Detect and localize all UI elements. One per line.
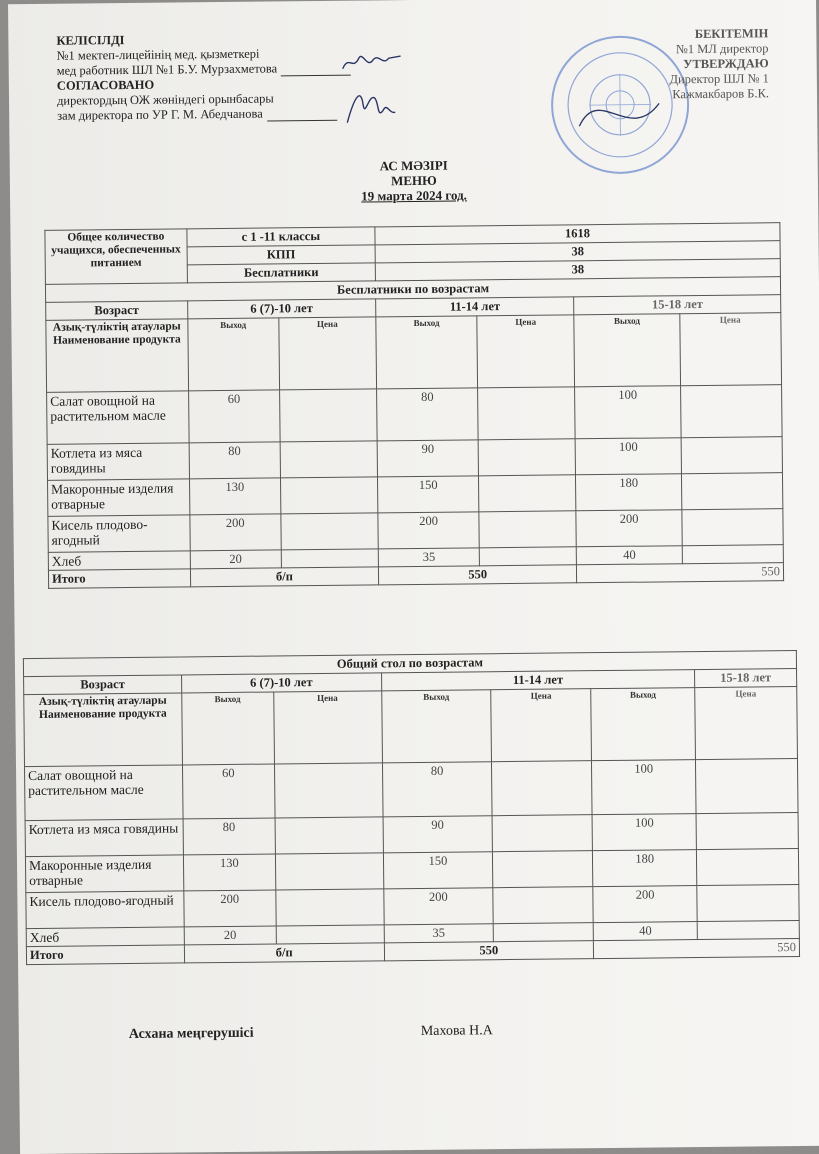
output-value: 80 — [183, 818, 275, 855]
output-value: 180 — [593, 850, 697, 887]
total-label: Итого — [26, 945, 184, 965]
footer-role: Асхана меңгерушісі — [128, 1025, 254, 1043]
approve-label-kz: БЕКІТЕМІН — [694, 26, 769, 42]
signature-med — [338, 46, 408, 77]
output-value: 180 — [576, 474, 682, 511]
output-value: 200 — [184, 890, 276, 927]
total-value: 550 — [384, 941, 594, 961]
price-col-header: Цена — [477, 315, 575, 388]
output-col-header: Выход — [182, 692, 275, 765]
output-value: 150 — [383, 852, 493, 889]
output-value: 60 — [188, 390, 280, 443]
free-meals-table — [44, 222, 784, 589]
output-col-header: Выход — [574, 314, 680, 387]
price-col-header: Цена — [491, 689, 592, 762]
output-col-header: Выход — [381, 690, 492, 763]
output-value: 200 — [190, 514, 281, 551]
free-value: 38 — [375, 259, 780, 281]
age-group-2: 11-14 лет — [376, 297, 575, 317]
product-name: Кисель плодово-ягодный — [48, 515, 190, 552]
age-group-3: 15-18 лет — [695, 669, 797, 688]
section-title: Бесплатники по возрастам — [45, 277, 780, 303]
free-label: Бесплатники — [187, 263, 375, 283]
product-name: Макоронные изделия отварные — [25, 855, 183, 893]
product-name: Котлета из мяса говядины — [47, 443, 189, 480]
output-value: 200 — [383, 888, 493, 925]
menu-title — [10, 154, 818, 207]
product-name: Салат овощной на растительном масле — [25, 765, 183, 821]
product-name: Макоронные изделия отварные — [48, 479, 190, 516]
output-value: 130 — [183, 854, 275, 891]
approval-block-left — [56, 31, 351, 124]
output-col-header: Выход — [188, 318, 280, 391]
med-worker-ru: мед работник ШЛ №1 Б.У. Мурзахметова — [56, 61, 278, 78]
output-value: 100 — [575, 386, 681, 439]
output-value: 35 — [378, 548, 479, 567]
director-ru: Директор ШЛ № 1 — [669, 71, 769, 87]
section-title: Общий стол по возрастам — [23, 651, 796, 677]
output-value: 80 — [382, 762, 492, 817]
output-value: 20 — [190, 550, 281, 569]
age-label: Возраст — [24, 675, 182, 695]
approve-label-ru: УТВЕРЖДАЮ — [683, 56, 769, 72]
age-group-1: 6 (7)-10 лет — [187, 299, 375, 319]
director-name: Кажмакбаров Б.К. — [672, 86, 770, 102]
output-col-header: Выход — [376, 316, 478, 389]
output-value: 40 — [577, 546, 682, 565]
deputy-ru: зам директора по УР Г. М. Абедчанова — [57, 106, 263, 123]
document-page — [8, 0, 819, 1154]
age-group-1: 6 (7)-10 лет — [181, 673, 381, 693]
agreed-label-kz: КЕЛІСІЛДІ — [56, 33, 125, 48]
agreed-label-ru: СОГЛАСОВАНО — [56, 77, 155, 93]
price-col-header: Цена — [695, 687, 798, 760]
table-row — [25, 759, 799, 821]
output-value: 100 — [592, 760, 696, 815]
signature-deputy — [341, 84, 401, 131]
price-col-header: Цена — [279, 317, 377, 390]
total-label: Итого — [48, 569, 190, 588]
menu-date: 19 марта 2024 год. — [361, 187, 467, 204]
price-col-header: Цена — [273, 691, 382, 764]
price-col-header: Цена — [680, 313, 782, 386]
age-group-3: 15-18 лет — [574, 295, 781, 315]
table-row — [47, 385, 783, 445]
total-students-label: Общее количество учащихся, обеспеченных питанием — [45, 229, 187, 284]
med-worker-kz: №1 мектеп-лицейінің мед. қызметкері — [56, 46, 260, 63]
kpp-label: КПП — [187, 245, 375, 265]
output-value: 90 — [383, 816, 493, 853]
product-col-header: Азық-түліктің атаулары Наименование продукта — [24, 693, 183, 767]
output-value: 150 — [378, 476, 480, 513]
output-value: 80 — [189, 442, 280, 479]
output-value: 100 — [592, 814, 696, 851]
footer-name: Махова Н.А — [420, 1023, 493, 1039]
classes-value: 1618 — [375, 223, 780, 245]
output-value: 40 — [593, 922, 697, 941]
menu-title-ru: МЕНЮ — [390, 172, 437, 189]
director-kz: №1 МЛ директор — [675, 41, 769, 57]
age-label: Возраст — [46, 301, 188, 320]
output-value: 80 — [377, 388, 479, 441]
output-value: 200 — [593, 886, 697, 923]
total-value: 550 — [577, 563, 784, 583]
kpp-value: 38 — [375, 241, 780, 263]
output-value: 100 — [576, 438, 682, 475]
output-value: 35 — [384, 924, 494, 943]
product-col-header: Азық-түліктің атаулары Наименование продукта — [46, 319, 188, 392]
table-row — [24, 687, 798, 767]
age-group-2: 11-14 лет — [381, 670, 695, 691]
deputy-kz: директордың ОЖ жөніндегі орынбасары — [56, 91, 274, 108]
total-value: б/п — [184, 943, 384, 963]
classes-label: с 1 -11 классы — [187, 227, 375, 247]
general-table — [23, 650, 800, 965]
output-value: 130 — [189, 478, 280, 515]
output-value: 20 — [184, 926, 276, 945]
total-value: 550 — [378, 565, 577, 585]
menu-title-kz: АС МӘЗІРІ — [379, 157, 448, 174]
output-value: 200 — [576, 510, 682, 547]
approval-block-right — [669, 26, 769, 102]
output-value: 200 — [378, 512, 480, 549]
product-name: Кисель плодово-ягодный — [26, 891, 184, 929]
output-value: 90 — [377, 440, 479, 477]
table-row — [46, 313, 782, 393]
product-name: Котлета из мяса говядины — [25, 819, 183, 857]
signature-line — [267, 120, 337, 122]
product-name: Хлеб — [48, 551, 190, 570]
total-value: б/п — [190, 567, 378, 587]
output-col-header: Выход — [591, 688, 696, 761]
output-value: 60 — [182, 764, 274, 819]
total-value: 550 — [594, 938, 800, 958]
product-name: Салат овощной на растительном масле — [47, 391, 189, 444]
product-name: Хлеб — [26, 927, 184, 947]
